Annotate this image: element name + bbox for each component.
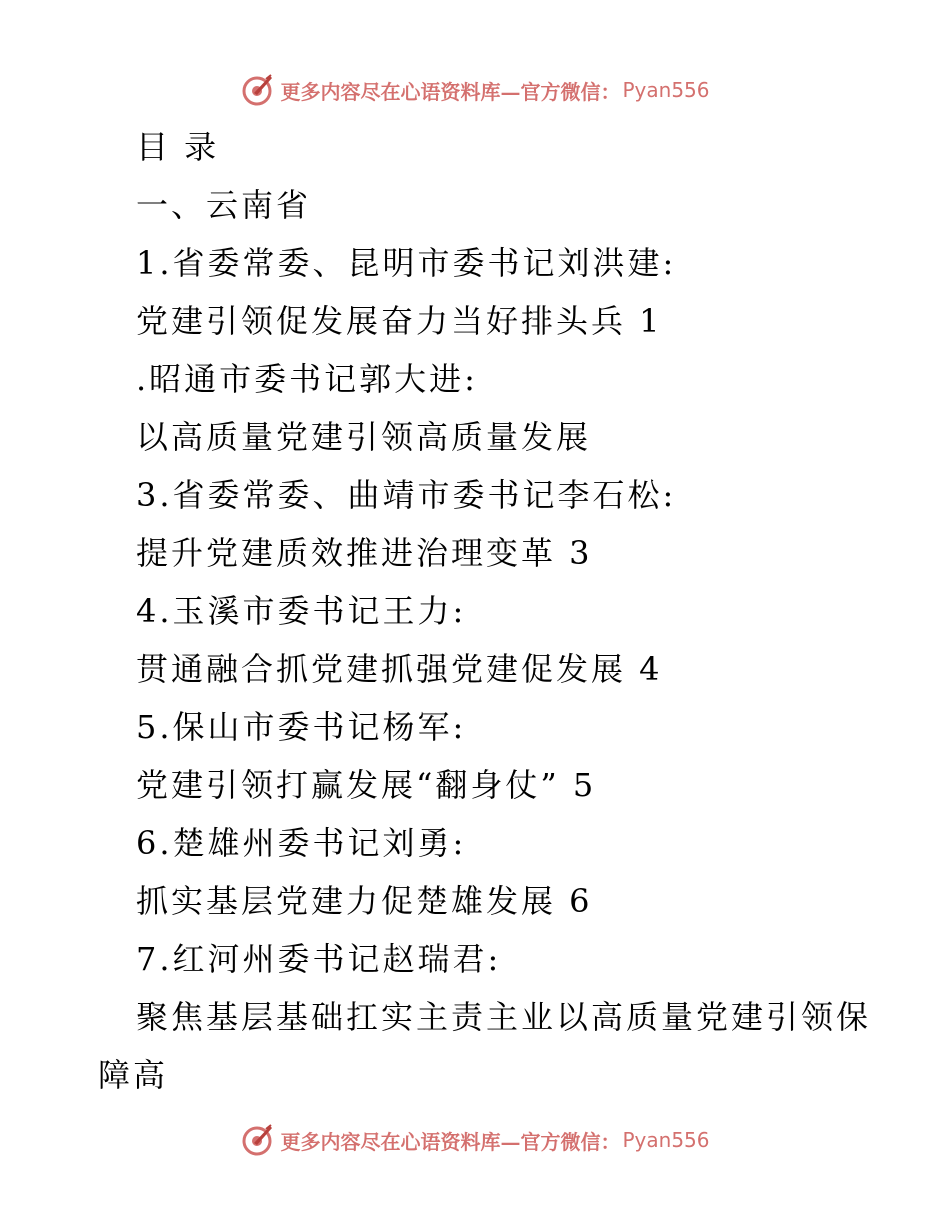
quill-logo-icon: [240, 1123, 274, 1157]
banner-text: 更多内容尽在心语资料库—官方微信：: [280, 79, 621, 104]
banner-wechat-id: Pyan556: [622, 1128, 710, 1152]
toc-entry-author: 4.玉溪市委书记王力:: [136, 592, 467, 630]
banner-text: 更多内容尽在心语资料库—官方微信：: [280, 1129, 621, 1154]
toc-entry-title: 党建引领促发展奋力当好排头兵 1: [136, 302, 663, 340]
toc-entry-title: 党建引领打赢发展“翻身仗” 5: [136, 766, 597, 804]
toc-entry-title: 聚焦基层基础扛实主责主业以高质量党建引领保: [136, 998, 872, 1036]
footer-watermark-banner: [0, 1120, 950, 1160]
toc-entry-author: .昭通市委书记郭大进:: [136, 360, 478, 398]
toc-entry-author: 6.楚雄州委书记刘勇:: [136, 824, 467, 862]
banner-wechat-id: Pyan556: [622, 78, 710, 102]
toc-entry-title: 以高质量党建引领高质量发展: [136, 418, 592, 456]
toc-entry-title-continuation: 障高: [98, 1056, 169, 1094]
quill-logo-icon: [240, 73, 274, 107]
toc-entry-title: 提升党建质效推进治理变革 3: [136, 534, 593, 572]
toc-entry-author: 7.红河州委书记赵瑞君:: [136, 940, 502, 978]
toc-entry-title: 贯通融合抓党建抓强党建促发展 4: [136, 650, 663, 688]
header-watermark-banner: [0, 70, 950, 110]
toc-title: 目 录: [136, 128, 220, 166]
toc-entry-author: 5.保山市委书记杨军:: [136, 708, 467, 746]
toc-entry-author: 3.省委常委、曲靖市委书记李石松:: [136, 476, 677, 514]
toc-entry-title: 抓实基层党建力促楚雄发展 6: [136, 882, 593, 920]
toc-section-heading: 一、云南省: [136, 186, 312, 224]
toc-entry-author: 1.省委常委、昆明市委书记刘洪建:: [136, 244, 677, 282]
